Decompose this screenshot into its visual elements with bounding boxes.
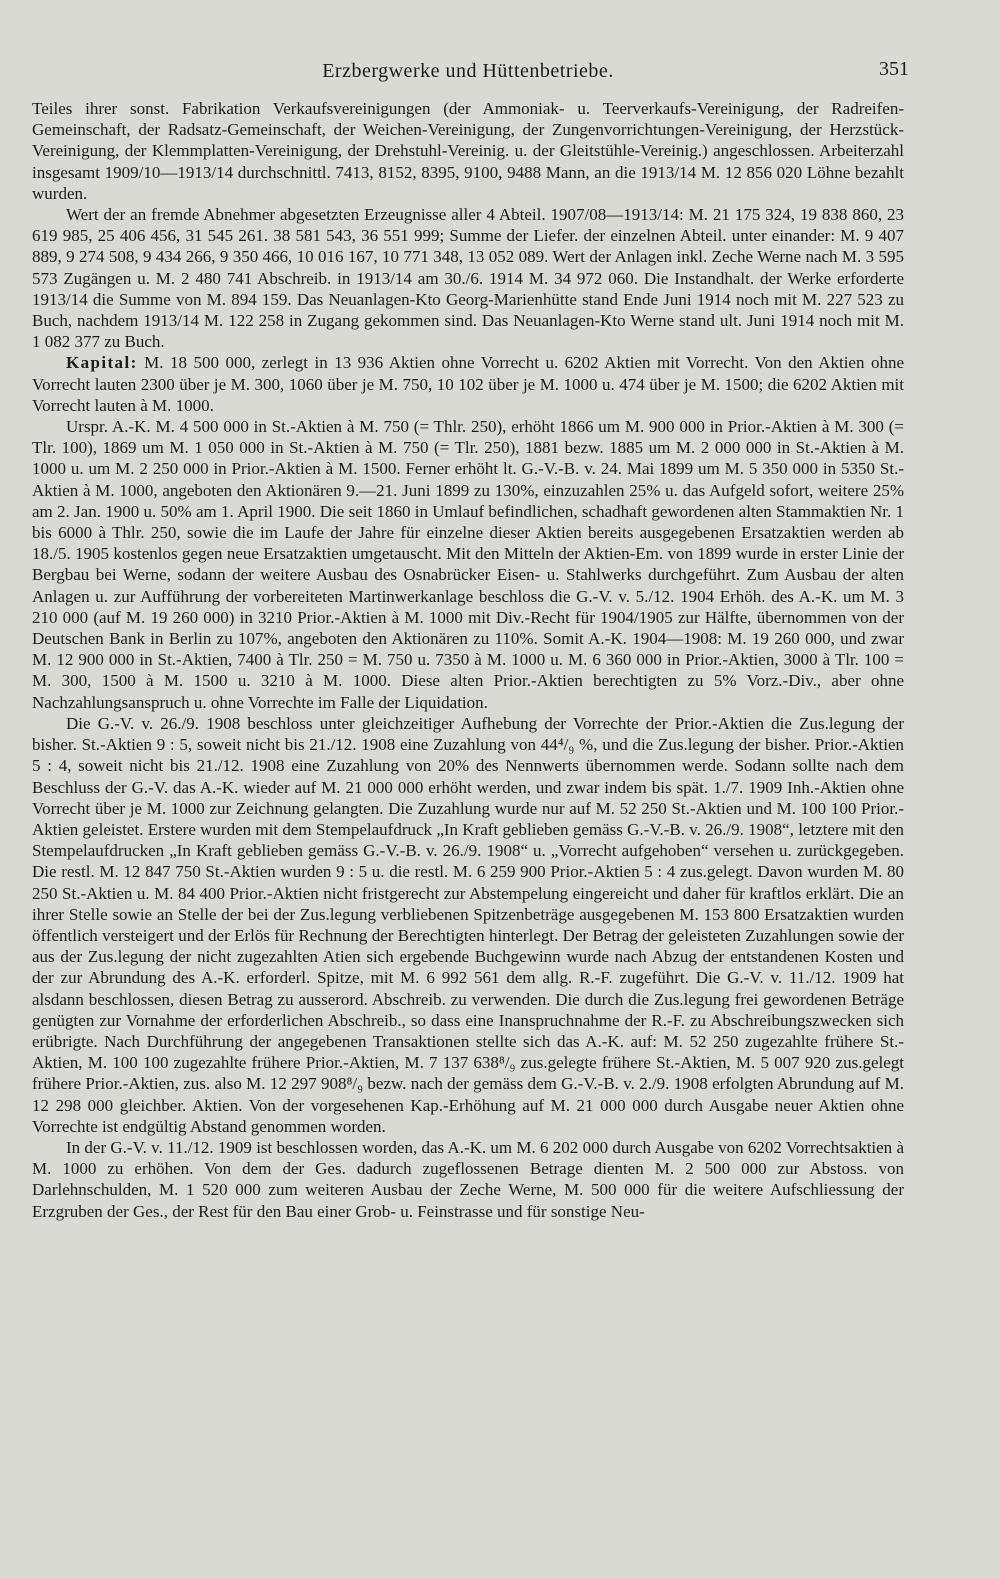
paragraph-original-capital: Urspr. A.-K. M. 4 500 000 in St.-Aktien à M. 750 (= Thlr. 250), erhöht 1866 um M. 900 000 in Prior.-Aktien à M. 300 (= Tlr. 100), 1869 um M. 1 050 000 in St.-Aktien à M. 750 (= Tlr. 250), 1881 bezw. 1885 um M. 2 000 000 in St.-Aktien à M. 1000 u. um M. 2 250 000 in Prior.-Aktien à M. 1500. Ferner erhöht lt. G.-V.-B. v. 24. Mai 1899 um M. 5 350 000 in 5350 St.-Aktien à M. 1000, angeboten den Aktionären 9.—21. Juni 1899 zu 130%, einzuzahlen 25% u. das Aufgeld sofort, weitere 25% am 2. Jan. 1900 u. 50% am 1. April 1900. Die seit 1860 in Umlauf befindlichen, schadhaft gewordenen alten Stammaktien Nr. 1 bis 6000 à Thlr. 250, sowie die im Laufe der Jahre für einzelne dieser Aktien bereits ausgegebenen Ersatzaktien werden ab 18./5. 1905 kostenlos gegen neue Ersatzaktien umgetauscht. Mit den Mitteln der Aktien-Em. von 1899 wurde in erster Linie der Bergbau bei Werne, sodann der weitere Ausbau des Osnabrücker Eisen- u. Stahlwerks durchgeführt. Zum Ausbau der alten Anlagen u. zur Aufführung der vorbereiteten Martinwerkanlage beschloss die G.-V. v. 5./12. 1904 Erhöh. des A.-K. um M. 3 210 000 (auf M. 19 260 000) in 3210 Prior.-Aktien à M. 1000 mit Div.-Recht für 1904/1905 zur Hälfte, übernommen von der Deutschen Bank in Berlin zu 107%, angeboten den Aktionären zu 110%. Somit A.-K. 1904—1908: M. 19 260 000, und zwar M. 12 900 000 in St.-Aktien, 7400 à Tlr. 250 = M. 750 u. 7350 à M. 1000 u. M. 6 360 000 in Prior.-Aktien, 3000 à Tlr. 100 = M. 300, 1500 à M. 1500 u. 3210 à M. 1000. Diese alten Prior.-Aktien berechtigten zu 5% Vorz.-Div., aber ohne Nachzahlungsanspruch u. ohne Vorrechte im Falle der Liquidation. (32, 417, 904, 712)
capital-text: M. 18 500 000, zerlegt in 13 936 Aktien ohne Vorrecht u. 6202 Aktien mit Vorrecht. Von den Aktien ohne Vorrecht lauten 2300 über je M. 300, 1060 über je M. 750, 10 102 über je M. 1000 u. 474 über je M. 1500; die 6202 Aktien mit Vorrecht lauten à M. 1000. (32, 353, 904, 415)
paragraph-membership: Teiles ihrer sonst. Fabrikation Verkaufsvereinigungen (der Ammoniak- u. Teerverkaufs-Vereinigung, der Radreifen-Gemeinschaft, der Radsatz-Gemeinschaft, der Weichen-Vereinigung, der Zungenvorrichtungen-Vereinigung, der Herzstück-Vereinigung, der Klemmplatten-Vereinigung, der Drehstuhl-Vereinig. u. der Gleitstühle-Vereinig.) angeschlossen. Arbeiterzahl insgesamt 1909/10—1913/14 durchschnittl. 7413, 8152, 8395, 9100, 9488 Mann, an die 1913/14 M. 12 856 020 Löhne bezahlt wurden. (32, 99, 904, 203)
capital-label: Kapital: (66, 353, 138, 373)
paragraph-sales-value: Wert der an fremde Abnehmer abgesetzten Erzeugnisse aller 4 Abteil. 1907/08—1913/14: M. 21 175 324, 19 838 860, 23 619 985, 25 406 456, 31 545 261. 38 581 543, 36 551 999; Summe der Liefer. der einzelnen Abteil. unter einander: M. 9 407 889, 9 274 508, 9 434 266, 9 350 466, 10 016 167, 10 771 348, 13 052 089. Wert der Anlagen inkl. Zeche Werne nach M. 3 595 573 Zugängen u. M. 2 480 741 Abschreib. in 1913/14 am 30./6. 1914 M. 34 972 060. Die Instandhalt. der Werke erforderte 1913/14 die Summe von M. 894 159. Das Neuanlagen-Kto Georg-Marienhütte stand Ende Juni 1914 noch mit M. 227 523 zu Buch, nachdem 1913/14 M. 122 258 in Zugang gekommen sind. Das Neuanlagen-Kto Werne stand ult. Juni 1914 noch mit M. 1 082 377 zu Buch. (32, 205, 904, 352)
page-number: 351 (879, 58, 909, 80)
paragraph-gv-1908: Die G.-V. v. 26./9. 1908 beschloss unter gleichzeitiger Aufhebung der Vorrechte der Prior.-Aktien die Zus.legung der bisher. St.-Aktien 9 : 5, soweit nicht bis 21./12. 1908 eine Zuzahlung von 44⁴/₉ %, und die Zus.legung der bisher. Prior.-Aktien 5 : 4, soweit nicht bis 21./12. 1908 eine Zuzahlung von 20% des Nennwerts übernommen werde. Sodann sollte nach dem Beschluss der G.-V. das A.-K. wieder auf M. 21 000 000 erhöht werden, und zwar indem bis spät. 1./7. 1909 Inh.-Aktien ohne Vorrecht über je M. 1000 zur Zeichnung gelangten. Die Zuzahlung wurde nur auf M. 52 250 St.-Aktien und M. 100 100 Prior.-Aktien geleistet. Erstere wurden mit dem Stempelaufdruck „In Kraft geblieben gemäss G.-V.-B. v. 26./9. 1908“, letztere mit den Stempelaufdrucken „In Kraft geblieben gemäss G.-V.-B. v. 26./9. 1908“ u. „Vorrecht aufgehoben“ versehen u. zurückgegeben. Die restl. M. 12 847 750 St.-Aktien wurden 9 : 5 u. die restl. M. 6 259 900 Prior.-Aktien 5 : 4 zus.gelegt. Davon wurden M. 80 250 St.-Aktien u. M. 84 400 Prior.-Aktien nicht fristgerecht zur Abstempelung eingereicht und daher für kraftlos erklärt. Die an ihrer Stelle sowie an Stelle der bei der Zus.legung verbliebenen Spitzenbeträge ausgegebenen M. 153 800 Ersatzaktien wurden öffentlich versteigert und der Erlös für Rechnung der Berechtigten hinterlegt. Der Betrag der geleisteten Zuzahlungen sowie der aus der Zus.legung der nicht zugezahlten Atien sich ergebende Buchgewinn wurde nach Abzug der entstandenen Kosten und der zur Abrundung des A.-K. erforderl. Spitze, mit M. 6 992 561 dem allg. R.-F. zugeführt. Die G.-V. v. 11./12. 1909 hat alsdann beschlossen, diesen Betrag zu ausserord. Abschreib. zu verwenden. Die durch die Zus.legung frei gewordenen Beträge genügten zur Vornahme der erforderlichen Abschreib., so dass eine Inanspruchnahme der R.-F. zu Abschreibungszwecken sich erübrigte. Nach Durchführung der angegebenen Transaktionen stellte sich das A.-K. auf: M. 52 250 zugezahlte frühere St.-Aktien, M. 100 100 zugezahlte frühere Prior.-Aktien, M. 7 137 638⁸/₉ zus.gelegte frühere St.-Aktien, M. 5 007 920 zus.gelegt frühere Prior.-Aktien, zus. also M. 12 297 908⁸/₉ bezw. nach der gemäss dem G.-V.-B. v. 2./9. 1908 erfolgten Abrundung auf M. 12 298 000 gleichber. Aktien. Von der vorgesehenen Kap.-Erhöhung auf M. 21 000 000 durch Ausgabe neuer Aktien ohne Vorrechte ist endgültig Abstand genommen worden. (32, 713, 904, 1136)
running-head (32, 54, 909, 88)
running-title: Erzbergwerke und Hüttenbetriebe. (322, 60, 614, 82)
paragraph-gv-1909: In der G.-V. v. 11./12. 1909 ist beschlossen worden, das A.-K. um M. 6 202 000 durch Ausgabe von 6202 Vorrechtsaktien à M. 1000 zu erhöhen. Von dem der Ges. dadurch zugeflossenen Betrage dienten M. 2 500 000 zur Abstoss. von Darlehnschulden, M. 1 520 000 zum weiteren Ausbau der Zeche Werne, M. 500 000 für die weitere Aufschliessung der Erzgruben der Ges., der Rest für den Bau einer Grob- u. Feinstrasse und für sonstige Neu- (32, 1137, 904, 1221)
paragraph-capital (32, 352, 904, 416)
body-text (32, 98, 904, 1222)
